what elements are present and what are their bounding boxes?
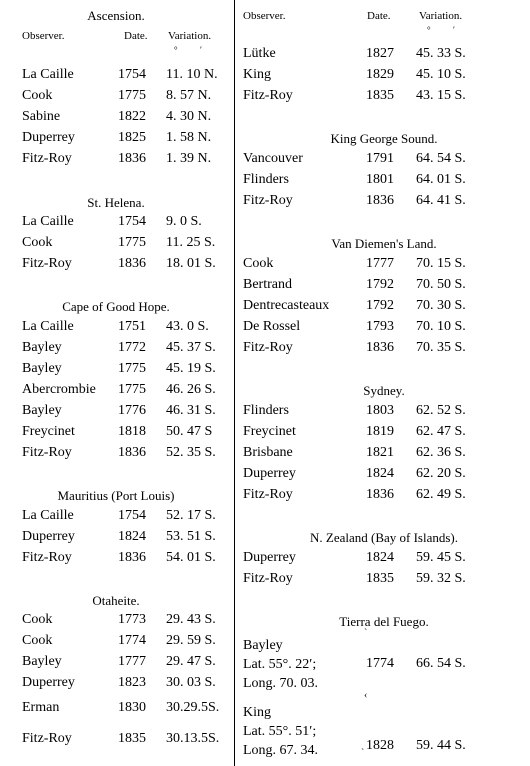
tdf-line: Long. 70. 03. [243, 676, 319, 691]
table-row-observer: Fitz-Roy [22, 445, 72, 460]
section-title: Mauritius (Port Louis) [57, 488, 175, 503]
table-row-observer: Fitz-Roy [243, 571, 293, 586]
header-variation: Variation. [419, 10, 463, 22]
table-row-observer: La Caille [22, 319, 74, 334]
table-row-date: 1825 [118, 130, 146, 145]
table-row-observer: Bayley [22, 361, 62, 376]
table-row-variation: 1. 39 N. [166, 151, 212, 166]
print-mark: ‹ [364, 690, 368, 701]
table-row-observer: Bertrand [243, 277, 292, 292]
table-row-observer: Duperrey [22, 675, 75, 690]
table-row-date: 1792 [366, 298, 394, 313]
table-row-observer: Dentrecasteaux [243, 298, 330, 313]
print-mark: ˋ [361, 748, 365, 759]
table-row-date: 1775 [118, 235, 146, 250]
table-row-observer: Bayley [22, 340, 62, 355]
section-title: Otaheite. [92, 593, 140, 608]
table-row-observer: De Rossel [243, 319, 301, 334]
table-row-date: 1827 [366, 46, 394, 61]
table-row-variation: 30.29.5S. [166, 700, 220, 715]
table-row-variation: 64. 01 S. [416, 172, 466, 187]
table-row-date: 1777 [366, 256, 394, 271]
minute-mark: ′ [453, 25, 455, 35]
table-row-variation: 45. 37 S. [166, 340, 216, 355]
table-row-variation: 62. 47 S. [416, 424, 466, 439]
table-row-variation: 59. 44 S. [416, 738, 466, 753]
table-row-observer: Flinders [243, 403, 289, 418]
table-row-date: 1775 [118, 361, 146, 376]
table-row-variation: 70. 50 S. [416, 277, 466, 292]
table-row-date: 1776 [118, 403, 146, 418]
table-row-variation: 43. 15 S. [416, 88, 466, 103]
table-row-date: 1818 [118, 424, 146, 439]
table-row-date: 1821 [366, 445, 394, 460]
section-title: King George Sound. [330, 131, 438, 146]
table-row-date: 1836 [118, 151, 146, 166]
table-row-variation: 43. 0 S. [166, 319, 209, 334]
table-row-variation: 62. 20 S. [416, 466, 466, 481]
tdf-line: Bayley [243, 638, 283, 653]
section-title: Tierra del Fuego. [339, 614, 429, 629]
table-row-variation: 59. 32 S. [416, 571, 466, 586]
table-row-variation: 29. 43 S. [166, 612, 216, 627]
table-row-observer: Cook [22, 235, 53, 250]
section-title: Cape of Good Hope. [62, 299, 170, 314]
table-row-variation: 52. 17 S. [166, 508, 216, 523]
table-row-observer: Freycinet [243, 424, 296, 439]
table-row-date: 1791 [366, 151, 394, 166]
table-row-variation: 70. 10 S. [416, 319, 466, 334]
tdf-line: King [243, 705, 271, 720]
table-row-date: 1836 [118, 256, 146, 271]
minute-mark: ′ [200, 45, 202, 55]
table-row-variation: 1. 58 N. [166, 130, 212, 145]
section-title: Sydney. [363, 383, 405, 398]
table-row-variation: 45. 19 S. [166, 361, 216, 376]
table-row-date: 1836 [366, 487, 394, 502]
table-row-variation: 45. 10 S. [416, 67, 466, 82]
table-row-date: 1777 [118, 654, 146, 669]
table-row-variation: 30. 03 S. [166, 675, 216, 690]
table-row-date: 1793 [366, 319, 394, 334]
table-row-observer: Erman [22, 700, 60, 715]
table-row-date: 1751 [118, 319, 146, 334]
table-row-date: 1792 [366, 277, 394, 292]
table-row-date: 1773 [118, 612, 146, 627]
table-row-date: 1835 [118, 731, 146, 746]
table-row-observer: Cook [22, 633, 53, 648]
table-row-observer: Cook [243, 256, 274, 271]
table-row-variation: 11. 10 N. [166, 67, 218, 82]
table-row-variation: 18. 01 S. [166, 256, 216, 271]
header-observer: Observer. [243, 10, 286, 22]
table-row-observer: Duperrey [22, 529, 75, 544]
table-row-observer: Duperrey [243, 550, 296, 565]
table-row-variation: 46. 26 S. [166, 382, 216, 397]
table-row-observer: Fitz-Roy [22, 151, 72, 166]
table-row-date: 1775 [118, 88, 146, 103]
table-row-variation: 46. 31 S. [166, 403, 216, 418]
table-row-date: 1772 [118, 340, 146, 355]
table-row-observer: La Caille [22, 214, 74, 229]
table-row-variation: 62. 52 S. [416, 403, 466, 418]
table-row-date: 1824 [366, 466, 394, 481]
table-row-date: 1835 [366, 571, 394, 586]
table-row-date: 1819 [366, 424, 394, 439]
table-row-date: 1774 [366, 656, 394, 671]
table-row-variation: 64. 41 S. [416, 193, 466, 208]
table-row-date: 1774 [118, 633, 146, 648]
table-row-date: 1836 [118, 445, 146, 460]
table-row-observer: Flinders [243, 172, 289, 187]
table-row-variation: 66. 54 S. [416, 656, 466, 671]
table-row-observer: Brisbane [243, 445, 293, 460]
table-row-variation: 52. 35 S. [166, 445, 216, 460]
table-row-variation: 70. 35 S. [416, 340, 466, 355]
table-row-date: 1775 [118, 382, 146, 397]
table-row-variation: 70. 30 S. [416, 298, 466, 313]
header-observer: Observer. [22, 30, 65, 42]
section-title: Ascension. [87, 8, 145, 23]
table-row-variation: 29. 47 S. [166, 654, 216, 669]
table-row-date: 1754 [118, 508, 146, 523]
table-row-variation: 50. 47 S [166, 424, 213, 439]
table-row-date: 1801 [366, 172, 394, 187]
table-row-date: 1824 [366, 550, 394, 565]
table-row-variation: 70. 15 S. [416, 256, 466, 271]
table-row-observer: Fitz-Roy [22, 256, 72, 271]
table-row-observer: Bayley [22, 654, 62, 669]
table-row-variation: 62. 36 S. [416, 445, 466, 460]
column-divider [234, 0, 235, 766]
table-row-date: 1823 [118, 675, 146, 690]
header-date: Date. [367, 10, 391, 22]
table-row-variation: 29. 59 S. [166, 633, 216, 648]
table-row-date: 1836 [366, 193, 394, 208]
table-row-observer: Vancouver [243, 151, 303, 166]
table-row-variation: 54. 01 S. [166, 550, 216, 565]
table-row-observer: Cook [22, 612, 53, 627]
table-row-variation: 11. 25 S. [166, 235, 216, 250]
table-row-date: 1828 [366, 738, 394, 753]
table-row-date: 1830 [118, 700, 146, 715]
table-row-observer: Bayley [22, 403, 62, 418]
tdf-line: Long. 67. 34. [243, 743, 319, 758]
table-row-variation: 8. 57 N. [166, 88, 212, 103]
table-row-date: 1822 [118, 109, 146, 124]
table-row-observer: Abercrombie [22, 382, 96, 397]
print-mark: ˋ [364, 628, 368, 639]
table-row-observer: Fitz-Roy [22, 550, 72, 565]
section-title: N. Zealand (Bay of Islands). [309, 530, 458, 545]
table-row-variation: 45. 33 S. [416, 46, 466, 61]
table-row-variation: 30.13.5S. [166, 731, 220, 746]
section-title: St. Helena. [87, 195, 145, 210]
table-row-observer: Fitz-Roy [243, 340, 293, 355]
header-date: Date. [124, 30, 148, 42]
table-row-observer: La Caille [22, 508, 74, 523]
table-row-observer: Fitz-Roy [243, 193, 293, 208]
degree-mark: ° [174, 45, 178, 55]
table-row-date: 1824 [118, 529, 146, 544]
section-title: Van Diemen's Land. [331, 236, 437, 251]
header-variation: Variation. [168, 30, 212, 42]
table-row-observer: Lütke [243, 46, 276, 61]
table-row-observer: Fitz-Roy [243, 88, 293, 103]
table-row-variation: 4. 30 N. [166, 109, 212, 124]
table-row-observer: Sabine [22, 109, 61, 124]
table-row-observer: Fitz-Roy [22, 731, 72, 746]
table-row-variation: 53. 51 S. [166, 529, 216, 544]
degree-mark: ° [427, 25, 431, 35]
table-row-observer: Duperrey [243, 466, 296, 481]
table-row-date: 1829 [366, 67, 394, 82]
table-row-date: 1836 [366, 340, 394, 355]
table-row-observer: Duperrey [22, 130, 75, 145]
table-row-observer: King [243, 67, 271, 82]
table-row-variation: 62. 49 S. [416, 487, 466, 502]
table-row-observer: Freycinet [22, 424, 75, 439]
table-row-observer: Cook [22, 88, 53, 103]
tdf-line: Lat. 55°. 22′; [243, 657, 317, 672]
table-row-variation: 59. 45 S. [416, 550, 466, 565]
table-row-variation: 9. 0 S. [166, 214, 202, 229]
table-row-date: 1754 [118, 214, 146, 229]
tdf-line: Lat. 55°. 51′; [243, 724, 317, 739]
table-row-date: 1754 [118, 67, 146, 82]
table-row-observer: Fitz-Roy [243, 487, 293, 502]
table-row-date: 1803 [366, 403, 394, 418]
table-row-date: 1835 [366, 88, 394, 103]
table-row-date: 1836 [118, 550, 146, 565]
table-row-variation: 64. 54 S. [416, 151, 466, 166]
table-row-observer: La Caille [22, 67, 74, 82]
